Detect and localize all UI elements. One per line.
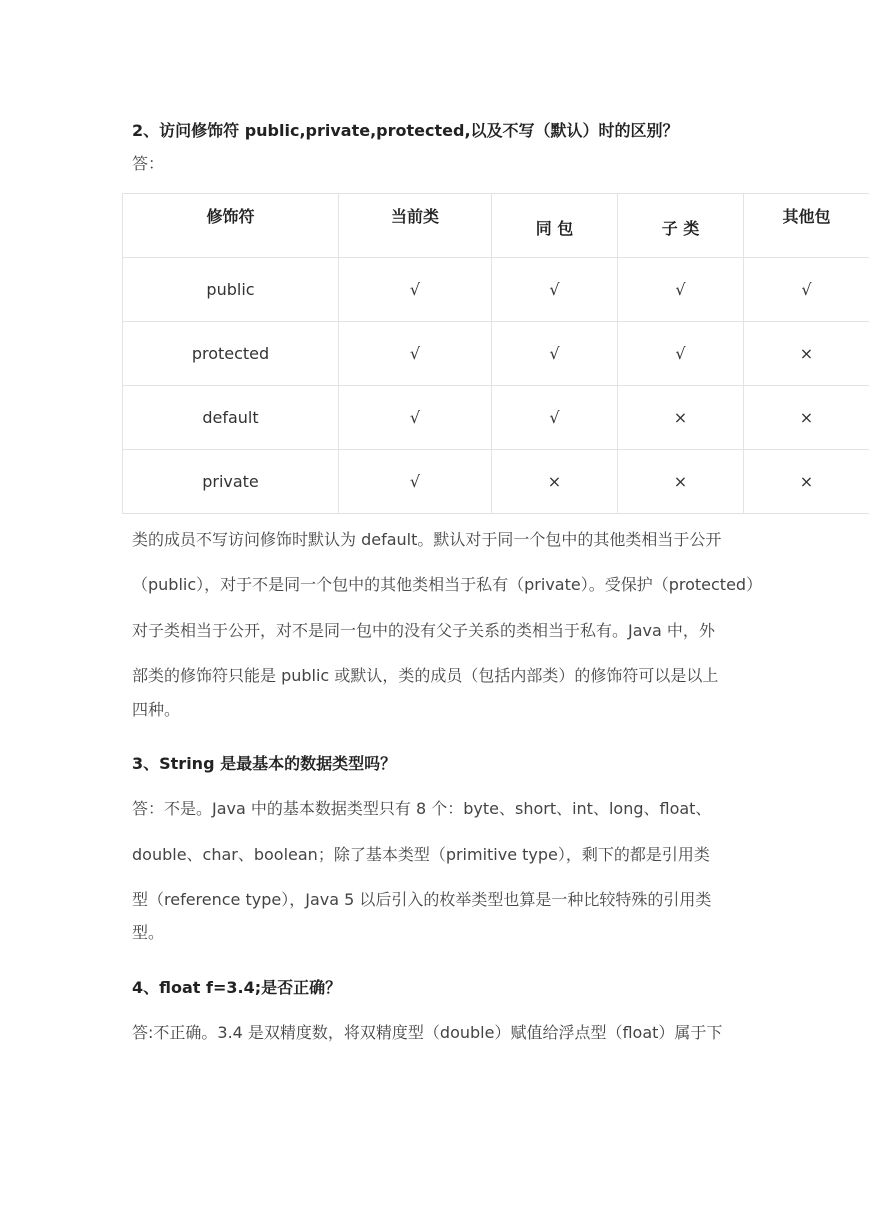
q2-paragraph-line: 类的成员不写访问修饰时默认为 default。默认对于同一个包中的其他类相当于公开 [132,530,722,549]
header-cell: 其他包 [744,194,869,258]
table-header-row [123,194,869,258]
question-4-title: 4、float f=3.4;是否正确？ [132,978,342,997]
q3-paragraph-line: 答：不是。Java 中的基本数据类型只有 8 个：byte、short、int、long、float、 [132,799,712,818]
answer-label: 答： [132,154,165,173]
table-cell: √ [339,450,492,514]
q2-paragraph-line: （public），对于不是同一个包中的其他类相当于私有（private）。受保护（protected） [132,575,763,594]
table-cell: public [123,258,339,322]
table-row [123,386,869,450]
q4-paragraph-line: 答:不正确。3.4 是双精度数，将双精度型（double）赋值给浮点型（float）属于下 [132,1023,723,1042]
header-cell: 同 包 [492,194,618,258]
table-cell: × [492,450,618,514]
table-row [123,450,869,514]
table-cell: default [123,386,339,450]
header-cell: 子 类 [618,194,744,258]
table-cell: √ [339,322,492,386]
table-cell: √ [492,386,618,450]
table-row [123,322,869,386]
table-cell: protected [123,322,339,386]
table-cell: private [123,450,339,514]
table-cell: √ [492,258,618,322]
table-cell: √ [618,258,744,322]
table-cell: √ [339,386,492,450]
table-cell: √ [492,322,618,386]
table-row [123,258,869,322]
table-cell: √ [744,258,869,322]
table-cell: × [618,450,744,514]
question-2-title: 2、访问修饰符 public,private,protected,以及不写（默认）时的区别？ [132,121,679,140]
q2-paragraph-line: 四种。 [132,700,181,719]
access-modifier-table [122,193,869,514]
table-cell: × [618,386,744,450]
table-cell: √ [618,322,744,386]
table-cell: × [744,450,869,514]
q2-paragraph-line: 部类的修饰符只能是 public 或默认，类的成员（包括内部类）的修饰符可以是以上 [132,666,719,685]
header-cell: 修饰符 [123,194,339,258]
q3-paragraph-line: 型（reference type），Java 5 以后引入的枚举类型也算是一种比较特殊的引用类 [132,890,712,909]
q3-paragraph-line: double、char、boolean；除了基本类型（primitive type），剩下的都是引用类 [132,845,710,864]
table-cell: √ [339,258,492,322]
question-3-title: 3、String 是最基本的数据类型吗？ [132,754,397,773]
q3-paragraph-line: 型。 [132,923,165,942]
header-cell: 当前类 [339,194,492,258]
table-cell: × [744,322,869,386]
q2-paragraph-line: 对子类相当于公开，对不是同一包中的没有父子关系的类相当于私有。Java 中，外 [132,621,715,640]
table-cell: × [744,386,869,450]
